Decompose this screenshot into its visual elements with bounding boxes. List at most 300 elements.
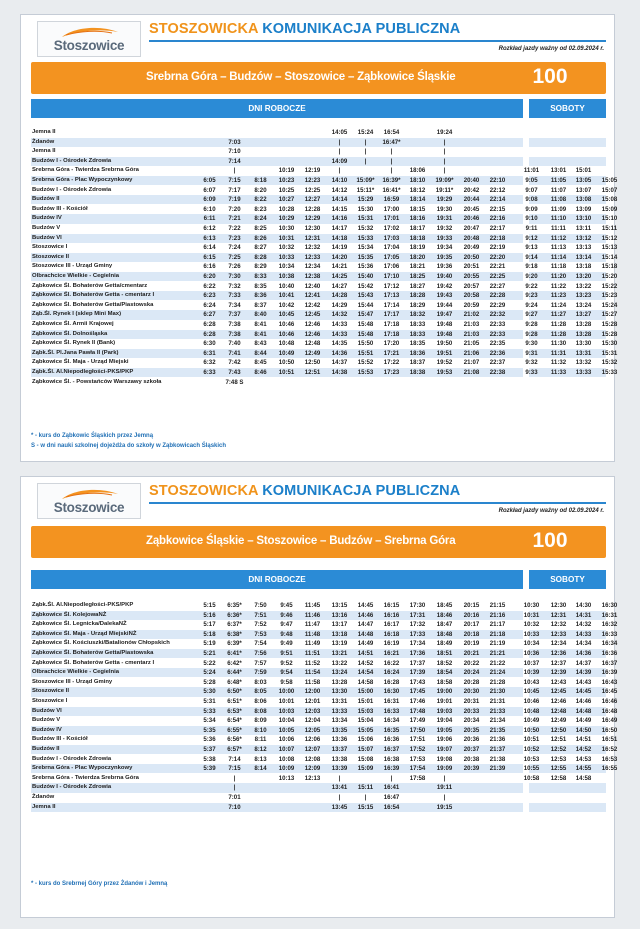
departure-time: 5:36 bbox=[203, 736, 216, 744]
departure-time: 12:05 bbox=[304, 726, 321, 734]
departure-time: 5:28 bbox=[203, 678, 216, 686]
departure-time: | bbox=[364, 138, 367, 146]
departure-time: | bbox=[338, 774, 341, 782]
departure-time: 17:18 bbox=[383, 321, 400, 328]
departure-time: 16:34 bbox=[383, 717, 400, 725]
departure-time: 15:44 bbox=[357, 301, 374, 309]
departure-time: 5:22 bbox=[203, 659, 216, 667]
departure-time: 12:04 bbox=[304, 717, 321, 725]
departure-time: 15:11* bbox=[356, 186, 375, 194]
departure-time: 19:24 bbox=[436, 129, 453, 136]
stop-name: Jemna II bbox=[32, 148, 56, 155]
table-row bbox=[31, 611, 618, 620]
departure-time: 16:30 bbox=[383, 688, 400, 696]
stop-name: Ząb.Śl. Rynek I (sklep Mini Max) bbox=[32, 311, 122, 318]
departure-time: 8:10 bbox=[254, 726, 267, 734]
saturday-departure-time: 10:55 bbox=[523, 765, 540, 773]
departure-time: 20:55 bbox=[463, 273, 480, 280]
saturday-departure-time: 16:31 bbox=[601, 611, 618, 619]
departure-time: 7:10 bbox=[228, 803, 241, 811]
table-row bbox=[31, 378, 606, 387]
departure-time: 22:17 bbox=[489, 225, 506, 232]
saturday-departure-time: 9:22 bbox=[525, 282, 538, 290]
departure-time: 17:00 bbox=[383, 205, 400, 213]
departure-time: 7:10 bbox=[228, 148, 241, 156]
departure-time: 21:21 bbox=[489, 650, 506, 657]
departure-time: 17:49 bbox=[409, 717, 426, 725]
departure-time: 13:37 bbox=[331, 746, 348, 753]
departure-time: 14:35 bbox=[331, 340, 348, 348]
departure-time: 7:22 bbox=[228, 225, 241, 232]
saturday-departure-time: 11:27 bbox=[550, 311, 567, 319]
saturday-departure-time: 11:11 bbox=[551, 225, 566, 232]
departure-time: 17:18 bbox=[383, 330, 400, 338]
departure-time: 13:39 bbox=[331, 765, 348, 773]
departure-time: 5:24 bbox=[203, 669, 216, 677]
departure-time: 12:50 bbox=[304, 359, 321, 367]
departure-time: 11:51 bbox=[304, 650, 321, 657]
departure-time: 20:39 bbox=[463, 765, 480, 773]
departure-time: 15:05 bbox=[357, 726, 374, 734]
logo-swoosh-icon bbox=[60, 487, 120, 501]
stop-name: Budzów VI bbox=[32, 234, 62, 241]
departure-time: | bbox=[390, 774, 393, 782]
departure-time: 14:17 bbox=[331, 225, 348, 232]
departure-time: 17:14 bbox=[383, 301, 400, 309]
departure-time: 13:24 bbox=[331, 669, 348, 677]
departure-time: 21:22 bbox=[489, 659, 506, 667]
departure-time: 11:46 bbox=[304, 611, 321, 619]
header bbox=[21, 15, 614, 63]
departure-time: 7:51 bbox=[254, 611, 267, 619]
departure-time: 8:08 bbox=[254, 707, 267, 715]
departure-time: 7:23 bbox=[228, 234, 241, 242]
departure-time: 15:24 bbox=[357, 129, 374, 136]
saturday-departure-time: 14:31 bbox=[575, 611, 592, 619]
saturday-header: SOBOTY bbox=[529, 99, 606, 118]
saturday-departure-time: 14:33 bbox=[575, 630, 592, 638]
saturday-departure-time: 10:39 bbox=[523, 669, 540, 677]
saturday-departure-time: 16:50 bbox=[601, 726, 618, 734]
departure-time: 19:05 bbox=[436, 726, 453, 734]
departure-time: 21:17 bbox=[489, 621, 506, 629]
departure-time: 22:15 bbox=[489, 205, 506, 213]
departure-time: 20:31 bbox=[463, 698, 480, 705]
saturday-departure-time: 14:49 bbox=[575, 717, 592, 725]
departure-time: 17:30 bbox=[409, 602, 426, 609]
departure-time: 20:46 bbox=[463, 215, 480, 223]
row-stripe bbox=[529, 803, 606, 812]
departure-time: 15:48 bbox=[357, 330, 374, 338]
departure-time: 17:05 bbox=[383, 253, 400, 261]
saturday-departure-time: 13:10 bbox=[575, 215, 592, 223]
departure-time: 8:40 bbox=[254, 311, 267, 319]
departure-time: 21:28 bbox=[489, 678, 506, 686]
departure-time: 12:00 bbox=[304, 688, 321, 696]
saturday-departure-time: 16:49 bbox=[601, 717, 618, 725]
departure-time: 19:09 bbox=[436, 765, 453, 773]
departure-time: 8:45 bbox=[254, 359, 267, 367]
departure-time: 14:20 bbox=[331, 253, 348, 261]
departure-time: 9:49 bbox=[280, 640, 293, 648]
table-row bbox=[31, 320, 618, 329]
saturday-departure-time: 10:48 bbox=[523, 707, 540, 715]
departure-time: 7:54 bbox=[254, 640, 267, 648]
table-row bbox=[31, 166, 606, 175]
table-row bbox=[31, 205, 618, 214]
departure-time: 7:57 bbox=[254, 659, 267, 667]
departure-time: 22:14 bbox=[489, 196, 506, 204]
row-stripe bbox=[529, 128, 606, 137]
saturday-departure-time: 12:46 bbox=[550, 698, 567, 705]
table-row bbox=[31, 755, 618, 764]
saturday-departure-time: 14:58 bbox=[575, 774, 592, 782]
departure-time: 18:52 bbox=[436, 659, 453, 667]
departure-time: 15:11 bbox=[357, 784, 374, 792]
departure-time: 17:54 bbox=[409, 765, 426, 773]
departure-time: 12:51 bbox=[304, 369, 321, 376]
departure-time: 10:48 bbox=[278, 340, 295, 348]
departure-time: 20:21 bbox=[463, 650, 480, 657]
departure-time: 21:06 bbox=[463, 349, 480, 357]
departure-time: 17:46 bbox=[409, 698, 426, 705]
departure-time: 16:41 bbox=[383, 784, 400, 792]
departure-time: 21:02 bbox=[463, 311, 480, 319]
departure-time: 6:28 bbox=[203, 330, 216, 338]
saturday-departure-time: 16:32 bbox=[601, 621, 618, 629]
departure-time: 5:37 bbox=[203, 746, 216, 753]
table-row bbox=[31, 368, 618, 377]
departure-time: 15:01 bbox=[357, 698, 374, 705]
departure-time: 17:32 bbox=[409, 621, 426, 629]
departure-time: 18:46 bbox=[436, 611, 453, 619]
departure-time: 10:04 bbox=[278, 717, 295, 725]
departure-time: 8:06 bbox=[254, 698, 267, 705]
departure-time: 12:38 bbox=[304, 273, 321, 280]
departure-time: 7:42 bbox=[228, 359, 241, 367]
route-number: 100 bbox=[532, 65, 568, 88]
departure-time: 22:19 bbox=[489, 244, 506, 252]
departure-time: 15:34 bbox=[357, 244, 374, 252]
saturday-departure-time: 11:32 bbox=[550, 359, 567, 367]
departure-time: 7:15 bbox=[228, 177, 241, 184]
row-stripe bbox=[529, 157, 606, 166]
departure-time: 8:14 bbox=[254, 765, 267, 773]
departure-time: | bbox=[364, 794, 367, 801]
saturday-departure-time: 10:37 bbox=[523, 659, 540, 667]
departure-time: 10:33 bbox=[278, 253, 295, 261]
saturday-departure-time: 9:33 bbox=[525, 369, 538, 376]
departure-time: 19:48 bbox=[436, 321, 453, 328]
departure-time: 12:07 bbox=[304, 746, 321, 753]
departure-time: 18:25 bbox=[409, 273, 426, 280]
departure-time: 8:35 bbox=[254, 282, 267, 290]
departure-time: 6:37* bbox=[227, 621, 242, 629]
saturday-departure-time: 14:34 bbox=[575, 640, 592, 648]
saturday-departure-time: 14:43 bbox=[575, 678, 592, 686]
departure-time: | bbox=[233, 774, 236, 782]
departure-time: 21:33 bbox=[489, 707, 506, 715]
departure-time: 20:24 bbox=[463, 669, 480, 677]
stop-name: Jemna II bbox=[32, 803, 56, 810]
saturday-departure-time: 13:32 bbox=[575, 359, 592, 367]
table-row bbox=[31, 707, 618, 716]
departure-time: 5:15 bbox=[203, 602, 216, 609]
saturday-departure-time: 12:58 bbox=[550, 774, 567, 782]
departure-time: 6:41* bbox=[227, 650, 242, 657]
departure-time: 19:00 bbox=[436, 688, 453, 696]
departure-time: 13:38 bbox=[331, 755, 348, 763]
stop-name: Stoszowice I bbox=[32, 244, 68, 251]
departure-time: 18:14 bbox=[409, 196, 426, 204]
brand-part1: STOSZOWICKA bbox=[149, 483, 259, 499]
departure-time: 11:49 bbox=[304, 640, 321, 648]
table-row bbox=[31, 234, 618, 243]
table-row bbox=[31, 735, 618, 744]
departure-time: 16:47* bbox=[382, 138, 401, 146]
saturday-departure-time: 16:37 bbox=[601, 659, 618, 667]
departure-time: 18:12 bbox=[409, 186, 426, 194]
departure-time: 15:09 bbox=[357, 765, 374, 773]
departure-time: 13:45 bbox=[331, 803, 348, 811]
saturday-departure-time: 11:24 bbox=[550, 301, 567, 309]
saturday-departure-time: 9:07 bbox=[525, 186, 538, 194]
route-name: Ząbkowice Śląskie – Stoszowice – Budzów – Srebrna Góra bbox=[146, 535, 456, 547]
departure-time: 16:21 bbox=[383, 650, 400, 657]
departure-time: 6:33 bbox=[203, 369, 216, 376]
departure-time: 18:35 bbox=[409, 340, 426, 348]
departure-time: 6:32 bbox=[203, 359, 216, 367]
departure-time: 13:41 bbox=[331, 784, 348, 792]
row-stripe bbox=[529, 783, 606, 792]
departure-time: 6:12 bbox=[203, 225, 216, 232]
table-row bbox=[31, 687, 618, 696]
departure-time: 20:48 bbox=[463, 234, 480, 242]
departure-time: 20:16 bbox=[463, 611, 480, 619]
departure-time: 17:52 bbox=[409, 746, 426, 753]
departure-time: 13:21 bbox=[331, 650, 348, 657]
departure-time: 6:27 bbox=[203, 311, 216, 319]
departure-time: 12:25 bbox=[304, 186, 321, 194]
departure-time: 10:46 bbox=[278, 321, 295, 328]
departure-time: 18:20 bbox=[409, 253, 426, 261]
stop-name: Budzów V bbox=[32, 225, 61, 231]
stoszowice-logo bbox=[37, 483, 141, 519]
departure-time: 16:19 bbox=[383, 640, 400, 648]
departure-time: 19:32 bbox=[436, 225, 453, 232]
departure-time: 14:27 bbox=[331, 282, 348, 290]
departure-time: 8:41 bbox=[254, 321, 267, 328]
departure-time: 6:51* bbox=[227, 698, 242, 705]
stop-name: Budzów V bbox=[32, 717, 61, 724]
departure-time: 5:33 bbox=[203, 707, 216, 715]
route-number: 100 bbox=[532, 529, 568, 552]
timetable-panel-outbound bbox=[20, 14, 618, 462]
departure-time: 22:33 bbox=[489, 321, 506, 328]
table-row bbox=[31, 764, 618, 773]
departure-time: | bbox=[390, 148, 393, 156]
departure-time: 21:37 bbox=[489, 746, 506, 753]
departure-time: | bbox=[338, 167, 341, 175]
timetable-panel-return bbox=[20, 476, 618, 918]
table-row bbox=[31, 243, 618, 252]
saturday-departure-time: 16:46 bbox=[601, 698, 618, 705]
departure-time: 20:57 bbox=[463, 282, 480, 290]
departure-time: 18:36 bbox=[409, 349, 426, 357]
departure-time: | bbox=[390, 157, 393, 165]
saturday-departure-time: 12:51 bbox=[550, 736, 567, 744]
departure-time: 16:35 bbox=[383, 726, 400, 734]
departure-time: 10:51 bbox=[278, 369, 295, 376]
saturday-departure-time: 14:52 bbox=[575, 746, 592, 753]
departure-time: 19:06 bbox=[436, 736, 453, 744]
departure-time: 22:32 bbox=[489, 311, 506, 319]
departure-time: 7:14 bbox=[228, 755, 241, 763]
departure-time: 19:42 bbox=[436, 282, 453, 290]
departure-time: 13:33 bbox=[331, 707, 348, 715]
saturday-departure-time: 12:48 bbox=[550, 707, 567, 715]
departure-time: 21:36 bbox=[489, 736, 506, 744]
departure-time: 8:24 bbox=[254, 215, 267, 223]
saturday-departure-time: 13:22 bbox=[575, 282, 592, 290]
departure-time: 10:19 bbox=[278, 167, 295, 175]
brand-title bbox=[149, 21, 460, 37]
departure-time: 16:39 bbox=[383, 765, 400, 773]
departure-time: 22:16 bbox=[489, 215, 506, 223]
saturday-departure-time: 9:10 bbox=[525, 215, 538, 223]
departure-time: 21:03 bbox=[463, 330, 480, 338]
departure-time: 18:19 bbox=[409, 244, 426, 252]
departure-time: 19:08 bbox=[436, 755, 453, 763]
departure-time: | bbox=[443, 148, 446, 156]
brand-part2: KOMUNIKACJA PUBLICZNA bbox=[262, 483, 461, 499]
saturday-departure-time: 11:12 bbox=[550, 234, 567, 242]
stop-name: Budzów II bbox=[32, 746, 60, 752]
saturday-header: SOBOTY bbox=[529, 570, 606, 589]
table-row bbox=[31, 147, 606, 156]
saturday-departure-time: 13:08 bbox=[575, 196, 592, 204]
stop-name: Ząbkowice Śl. Bohaterów Getta - cmentarz I bbox=[32, 659, 155, 666]
stop-name: Ząbkowice Śl. Bohaterów Getta/Piastowska bbox=[32, 301, 154, 308]
table-row bbox=[31, 272, 618, 281]
departure-time: 18:17 bbox=[409, 225, 426, 232]
departure-time: 17:21 bbox=[383, 349, 400, 357]
departure-time: 17:58 bbox=[409, 774, 426, 782]
saturday-departure-time: 11:08 bbox=[550, 196, 567, 204]
departure-time: 18:58 bbox=[436, 678, 453, 686]
saturday-departure-time: 13:05 bbox=[575, 177, 592, 184]
departure-time: 8:23 bbox=[254, 205, 267, 213]
departure-time: 20:51 bbox=[463, 263, 480, 271]
departure-time: 22:29 bbox=[489, 301, 506, 309]
departure-time: 6:07 bbox=[203, 186, 216, 194]
saturday-departure-time: 16:30 bbox=[601, 602, 618, 609]
departure-time: 20:15 bbox=[463, 602, 480, 609]
saturday-departure-time: 15:10 bbox=[601, 215, 618, 223]
departure-time: 6:14 bbox=[203, 244, 216, 252]
departure-time: 14:05 bbox=[331, 129, 348, 136]
departure-time: 14:18 bbox=[331, 234, 348, 242]
departure-time: 19:03 bbox=[436, 707, 453, 715]
departure-time: 6:57* bbox=[227, 746, 242, 753]
saturday-departure-time: 9:27 bbox=[525, 311, 538, 319]
saturday-departure-time: 15:33 bbox=[601, 369, 618, 376]
departure-time: 12:08 bbox=[304, 755, 321, 763]
departure-time: 9:47 bbox=[280, 621, 293, 629]
departure-time: 13:22 bbox=[331, 659, 348, 667]
departure-time: 14:10 bbox=[331, 177, 348, 184]
departure-time: 20:35 bbox=[463, 726, 480, 734]
departure-time: 7:48 S bbox=[225, 378, 244, 386]
departure-time: 19:53 bbox=[436, 369, 453, 376]
departure-time: 5:31 bbox=[203, 698, 216, 705]
departure-time: 19:40 bbox=[436, 273, 453, 280]
departure-time: 9:51 bbox=[280, 650, 293, 657]
brand-title bbox=[149, 483, 460, 499]
departure-time: 15:48 bbox=[357, 321, 374, 328]
departure-time: 13:18 bbox=[331, 630, 348, 638]
departure-time: 19:04 bbox=[436, 717, 453, 725]
saturday-departure-time: 10:49 bbox=[523, 717, 540, 725]
saturday-departure-time: 16:39 bbox=[601, 669, 618, 677]
stop-name: Budzów I - Ośrodek Zdrowia bbox=[32, 784, 112, 791]
departure-time: 6:24 bbox=[203, 301, 216, 309]
departure-time: 7:01 bbox=[228, 794, 241, 801]
departure-time: 7:52 bbox=[254, 621, 267, 629]
table-row bbox=[31, 128, 606, 137]
table-row bbox=[31, 310, 618, 319]
departure-time: 6:30 bbox=[203, 340, 216, 348]
departure-time: 17:43 bbox=[409, 678, 426, 686]
departure-time: 19:09* bbox=[435, 177, 454, 184]
route-name: Srebrna Góra – Budzów – Stoszowice – Ząbkowice Śląskie bbox=[146, 71, 456, 83]
departure-time: 6:13 bbox=[203, 234, 216, 242]
departure-time: 12:01 bbox=[304, 698, 321, 705]
departure-time: 7:25 bbox=[228, 253, 241, 261]
saturday-departure-time: 14:37 bbox=[575, 659, 592, 667]
departure-time: 15:32 bbox=[357, 225, 374, 232]
saturday-departure-time: 15:13 bbox=[601, 244, 618, 252]
departure-time: 12:46 bbox=[304, 330, 321, 338]
departure-time: 17:50 bbox=[409, 726, 426, 734]
table-row bbox=[31, 726, 618, 735]
departure-time: 12:32 bbox=[304, 244, 321, 252]
departure-time: 7:14 bbox=[228, 157, 241, 165]
departure-time: 6:55* bbox=[227, 726, 242, 734]
departure-time: 18:47 bbox=[436, 621, 453, 629]
saturday-departure-time: 12:53 bbox=[550, 755, 567, 763]
saturday-departure-time: 12:43 bbox=[550, 678, 567, 686]
departure-time: 6:15 bbox=[203, 253, 216, 261]
departure-time: 12:34 bbox=[304, 263, 321, 271]
departure-time: 6:05 bbox=[203, 177, 216, 184]
departure-time: 8:09 bbox=[254, 717, 267, 725]
departure-time: 18:37 bbox=[409, 359, 426, 367]
departure-time: 22:25 bbox=[489, 273, 506, 280]
departure-time: 21:15 bbox=[489, 602, 506, 609]
stop-name: Jemna II bbox=[32, 129, 56, 135]
departure-time: 6:20 bbox=[203, 273, 216, 280]
departure-time: 17:22 bbox=[383, 359, 400, 367]
stop-name: Budzów IV bbox=[32, 215, 62, 222]
stop-name: Budzów I - Ośrodek Zdrowia bbox=[32, 157, 112, 164]
departure-time: 15:29 bbox=[357, 196, 374, 204]
departure-time: 9:58 bbox=[280, 678, 293, 686]
departure-time: 8:41 bbox=[254, 330, 267, 338]
departure-time: 10:07 bbox=[278, 746, 295, 753]
departure-time: 17:10 bbox=[383, 273, 400, 280]
saturday-departure-time: 15:12 bbox=[601, 234, 618, 242]
